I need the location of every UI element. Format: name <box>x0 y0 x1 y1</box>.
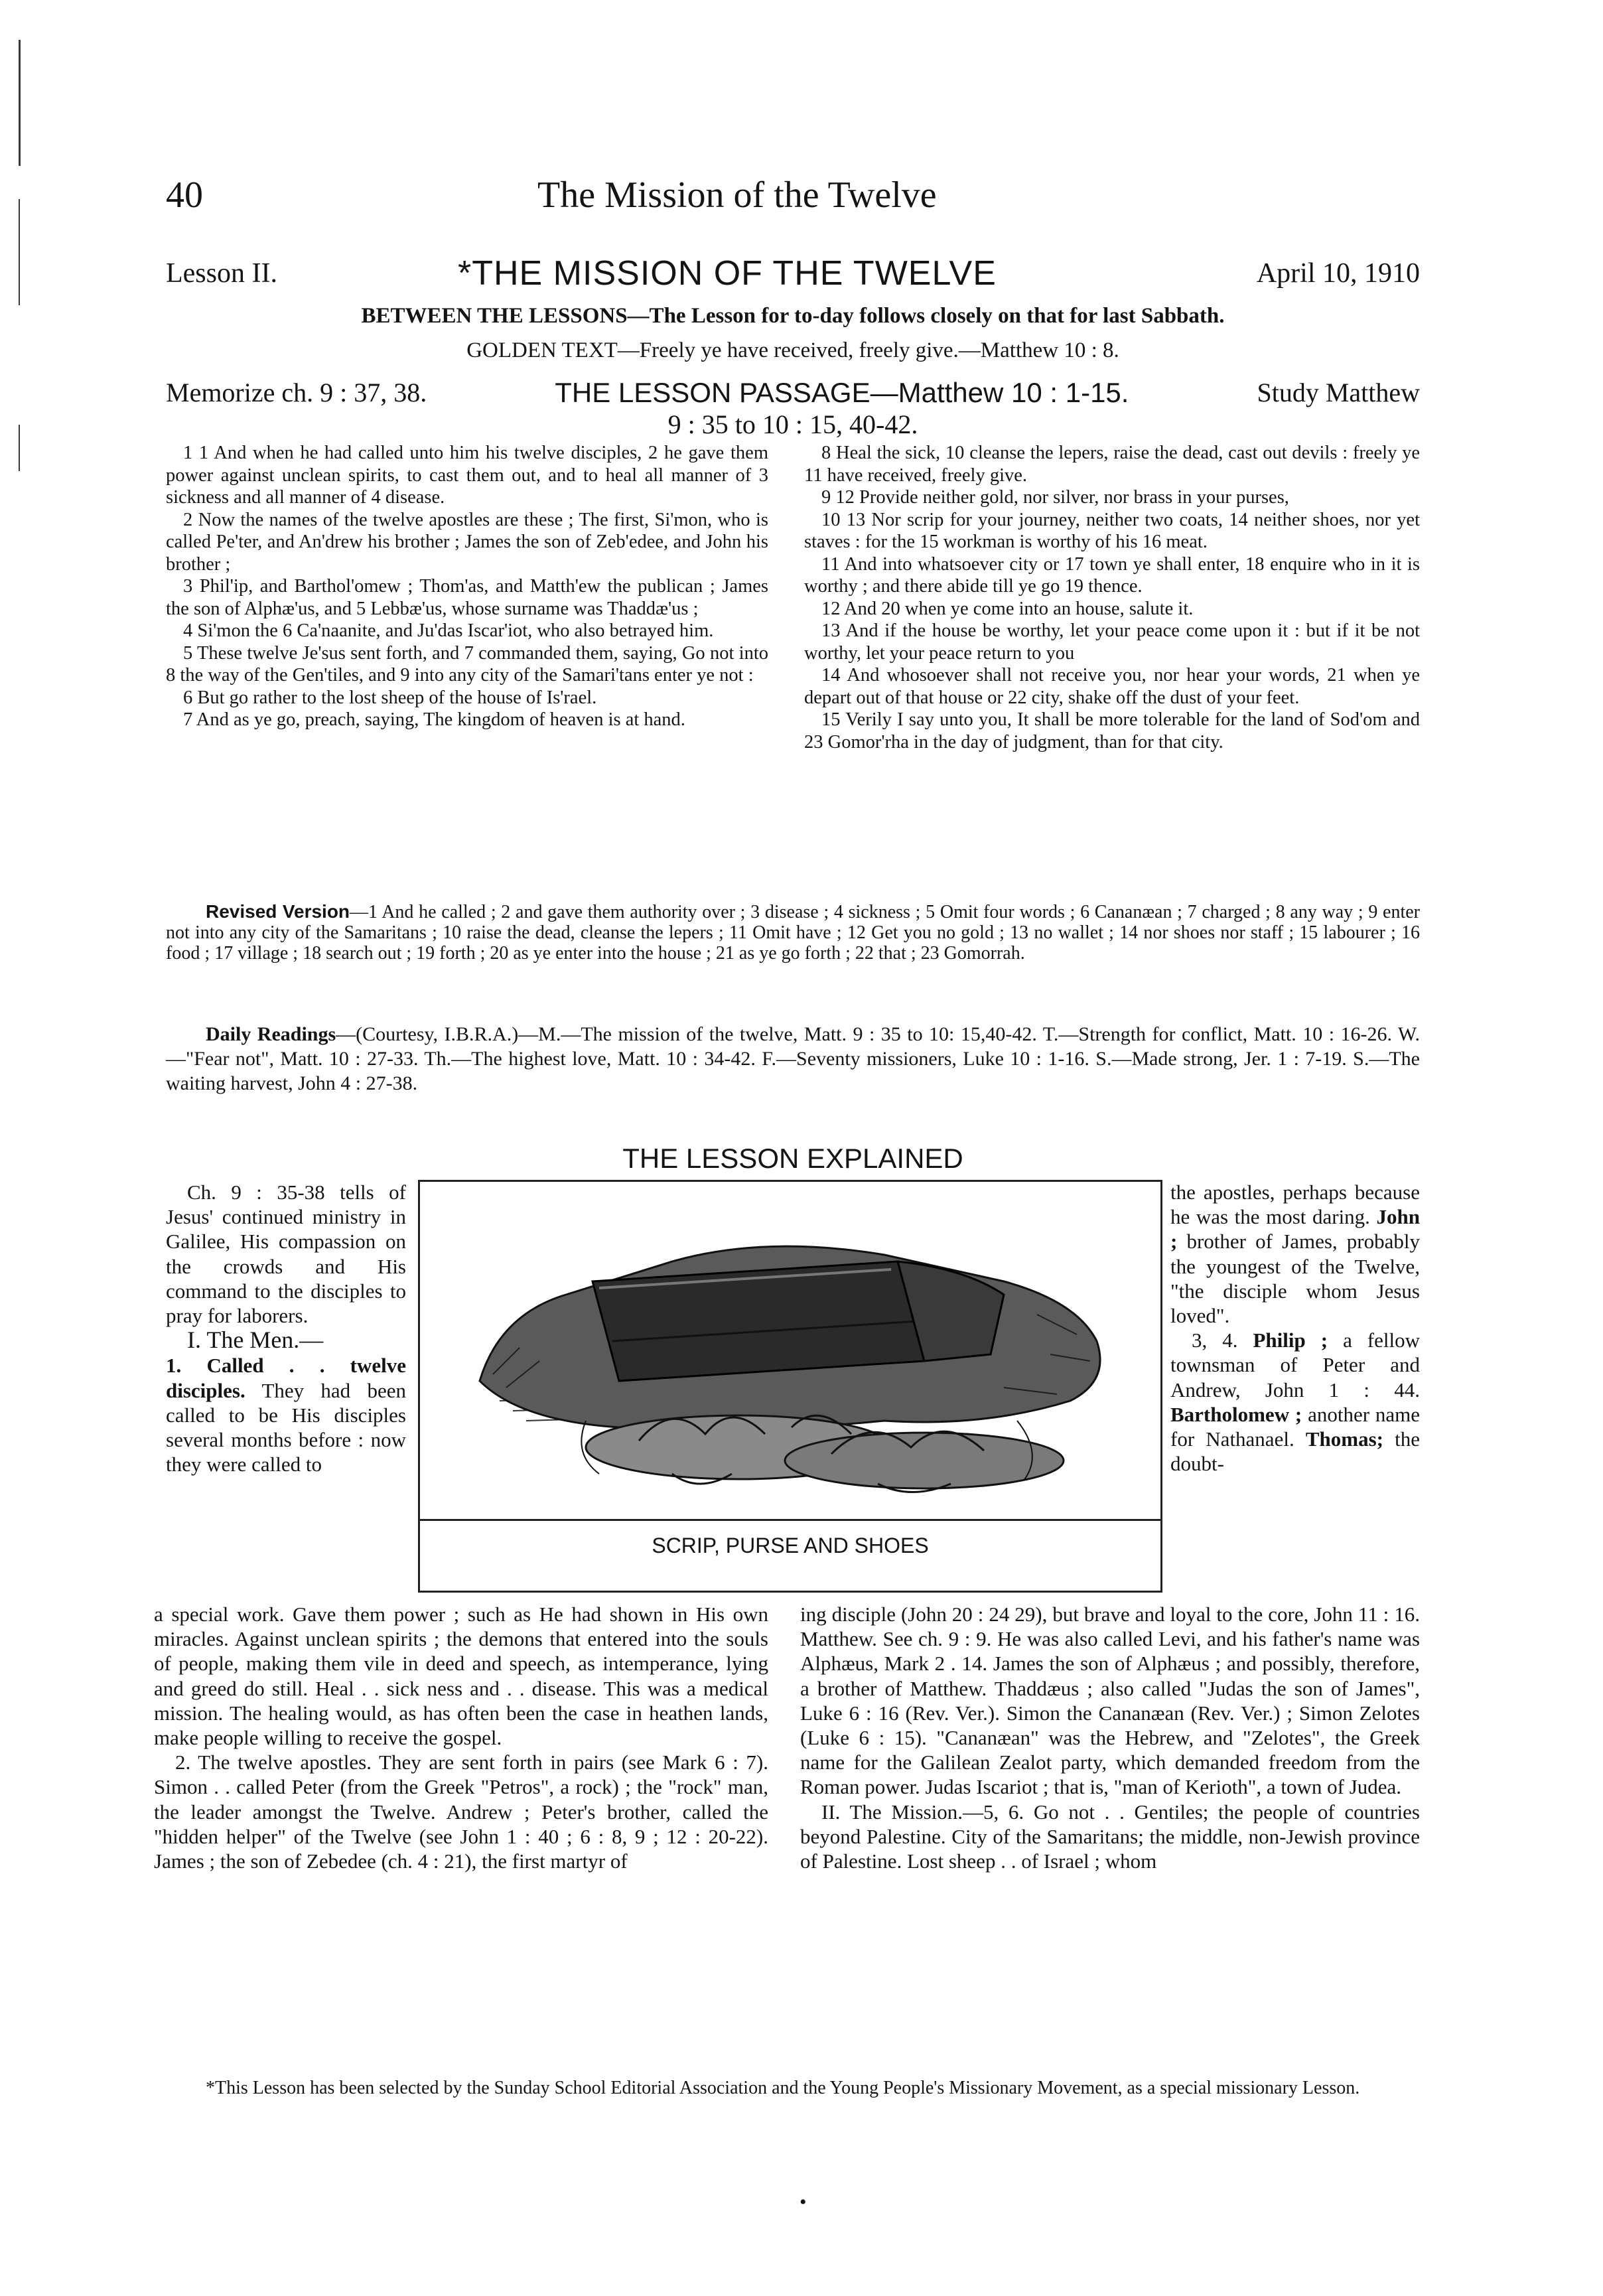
revised-version <box>166 901 1420 964</box>
verse: 11 And into whatsoever city or 17 town ye shall enter, 18 enquire who in it is worthy ; and there abide till ye go 19 thence. <box>804 553 1420 597</box>
memorize-line <box>166 377 1420 441</box>
memorize-ref: Memorize ch. 9 : 37, 38. <box>166 378 427 407</box>
golden-text: GOLDEN TEXT—Freely ye have received, freely give.—Matthew 10 : 8. <box>466 338 1119 362</box>
footer-mark: • <box>800 2191 807 2213</box>
thomas-text: the doubt- <box>1170 1427 1421 1476</box>
lesson-date: April 10, 1910 <box>1256 258 1420 289</box>
revised-version-label: Revised Version <box>206 901 350 922</box>
explained-left-narrow <box>166 1180 406 1476</box>
page-number: 40 <box>166 175 203 216</box>
footnote <box>166 2077 1420 2100</box>
verse: 6 But go rather to the lost sheep of the house of Is'rael. <box>183 687 597 708</box>
daily-readings-text: —(Courtesy, I.B.R.A.)—M.—The mission of the twelve, Matt. 9 : 35 to 10: 15,40-42. T.—Strength for conflict, Matt. 10 : 16-26. W.—"Fear not", Matt. 10 : 27-33. Th.—The highest love, Matt. 10 : 34-42. F.—Seventy missioners, Luke 10 : 1-16. S.—Made strong, Jer. 1 : 7-19. S.—The waiting harvest, John 4 : 27-38. <box>166 1023 1420 1094</box>
passage-right-column <box>804 442 1420 753</box>
verse: 13 And if the house be worthy, let your peace come upon it : but if it be not worthy, let your peace return to you <box>804 620 1420 664</box>
revised-version-text: —1 And he called ; 2 and gave them authority over ; 3 disease ; 4 sickness ; 5 Omit four words ; 6 Cananæan ; 7 charged ; 8 any way ; 9 enter not into any city of the Samaritans ; 10 raise the dead, cleanse the lepers ; 11 Omit have ; 12 Get you no gold ; 13 no wallet ; 14 nor shoes nor staff ; 15 labourer ; 16 food ; 17 village ; 18 search out ; 19 forth ; 20 as ye enter into the house ; 21 as ye go forth ; 22 that ; 23 Gomorrah. <box>166 902 1420 964</box>
verse: 1 1 And when he had called unto him his twelve disciples, 2 he gave them power against unclean spirits, to cast them out, and to heal all manner of 3 sickness and all manner of 4 disease. <box>166 443 768 508</box>
verse: 7 And as ye go, preach, saying, The kingdom of heaven is at hand. <box>183 709 685 730</box>
explained-bottom-left <box>154 1602 768 1873</box>
verse: 10 13 Nor scrip for your journey, neither two coats, 14 neither shoes, nor yet staves : for the 15 workman is worthy of his 16 meat. <box>804 509 1420 552</box>
verse: 12 And 20 when ye come into an house, salute it. <box>821 598 1194 619</box>
explained-right-narrow <box>1170 1180 1420 1476</box>
philip-heading: Philip ; <box>1253 1328 1328 1352</box>
lesson-title-line <box>166 253 1420 293</box>
figure-rule <box>420 1519 1160 1521</box>
passage-left-column <box>166 442 768 731</box>
john-heading: John ; <box>1170 1205 1420 1254</box>
verse: 3 Phil'ip, and Barthol'omew ; Thom'as, and Matth'ew the publican ; James the son of Alphæ'us, and 5 Lebbæ'us, whose surname was Thaddæ'us ; <box>166 576 768 619</box>
philip-verse-num: 3, 4. <box>1192 1328 1238 1352</box>
scrip-purse-shoes-illustration <box>420 1182 1156 1518</box>
figure-scrip-purse-shoes <box>418 1180 1162 1593</box>
mission-paragraph: II. The Mission.—5, 6. Go not . . Gentiles; the people of countries beyond Palestine. City of the Samaritans; the middle, non-Jewish province of Palestine. Lost sheep . . of Israel ; whom <box>800 1800 1420 1873</box>
verse: 5 These twelve Je'sus sent forth, and 7 commanded them, saying, Go not into 8 the way of the Gen'tiles, and 9 into any city of the Samari'tans enter ye not : <box>166 642 768 685</box>
called-twelve-text: They had been called to be His disciples several months before : now they were called to <box>166 1378 406 1476</box>
running-header <box>166 174 1420 227</box>
section-heading-men: I. The Men.— <box>187 1327 324 1354</box>
lesson-passage-label: THE LESSON PASSAGE <box>555 377 871 408</box>
verse: 8 Heal the sick, 10 cleanse the lepers, raise the dead, cast out devils : freely ye 11 have received, freely give. <box>804 443 1420 486</box>
footnote-text: *This Lesson has been selected by the Sunday School Editorial Association and the Young People's Missionary Movement, as a special missionary Lesson. <box>206 2078 1360 2098</box>
called-twelve-heading: 1. Called . . twelve disciples. <box>166 1354 406 1402</box>
verse: 4 Si'mon the 6 Ca'naanite, and Ju'das Iscar'iot, who also betrayed him. <box>183 620 714 641</box>
twelve-apostles-paragraph: 2. The twelve apostles. They are sent forth in pairs (see Mark 6 : 7). Simon . . called Peter (from the Greek "Petros", a rock) ; the "rock" man, the leader amongst the Twelve. Andrew ; Peter's brother, called the "hidden helper" of the Twelve (see John 1 : 40 ; 6 : 8, 9 ; 12 : 20-22). James ; the son of Zebedee (ch. 4 : 21), the first martyr of <box>154 1751 768 1873</box>
binding-edge-mark <box>19 40 21 166</box>
verse: 9 12 Provide neither gold, nor silver, nor brass in your purses, <box>821 487 1289 508</box>
between-lessons: BETWEEN THE LESSONS—The Lesson for to-day follows closely on that for last Sabbath. <box>361 304 1225 328</box>
apostles-text: the apostles, perhaps because he was the most daring. <box>1170 1181 1420 1229</box>
daily-readings <box>166 1022 1420 1096</box>
daily-readings-label: Daily Readings <box>206 1023 336 1045</box>
lesson-title: *THE MISSION OF THE TWELVE <box>458 254 997 293</box>
explained-bottom-right <box>800 1602 1420 1873</box>
lesson-explained-heading: THE LESSON EXPLAINED <box>622 1143 963 1174</box>
disciples-paragraph: ing disciple (John 20 : 24 29), but brave and loyal to the core, John 11 : 16. Matthew. See ch. 9 : 9. He was also called Levi, and his father's name was Alphæus, Mark 2 . 14. James the son of Alphæus ; and possibly, therefore, a brother of Matthew. Thaddæus ; also called "Judas the son of James", Luke 6 : 16 (Rev. Ver.). Simon the Cananæan (Rev. Ver.) ; Simon Zelotes (Luke 6 : 15). "Cananæan" was the Hebrew, and "Zelotes", the Greek name for the Galilean Zealot party, which demanded freedom from the Roman power. Judas Iscariot ; that is, "man of Kerioth", a town of Judea. <box>800 1603 1420 1799</box>
verse: 15 Verily I say unto you, It shall be more tolerable for the land of Sod'om and 23 Gomor'rha in the day of judgment, than for that city. <box>804 709 1420 753</box>
intro-paragraph: Ch. 9 : 35-38 tells of Jesus' continued ministry in Galilee, His compassion on the crowds and His command to the disciples to pray for laborers. <box>166 1181 406 1328</box>
binding-edge-mark <box>19 199 20 305</box>
lesson-label: Lesson II. <box>166 258 277 289</box>
figure-caption: SCRIP, PURSE AND SHOES <box>652 1534 929 1557</box>
special-work-paragraph: a special work. Gave them power ; such as He had shown in His own miracles. Against unclean spirits ; the demons that entered into the souls of people, making them vile in deed and speech, as intemperance, lying and greed do still. Heal . . sick ness and . . disease. This was a medical mission. The healing would, as has often been the case in heathen lands, make people willing to receive the gospel. <box>154 1603 768 1750</box>
lesson-passage-ref: —Matthew 10 : 1-15. <box>870 377 1129 408</box>
study-label: Study Matthew <box>1257 378 1420 407</box>
binding-edge-mark <box>19 425 20 471</box>
verse: 2 Now the names of the twelve apostles are these ; The first, Si'mon, who is called Pe'ter, and An'drew his brother ; James the son of Zeb'edee, and John his brother ; <box>166 509 768 575</box>
thomas-heading: Thomas; <box>1305 1427 1383 1451</box>
verse: 14 And whosoever shall not receive you, nor hear your words, 21 when ye depart out of that house or 22 city, shake off the dust of your feet. <box>804 665 1420 708</box>
running-title: The Mission of the Twelve <box>537 175 937 216</box>
bartholomew-text: another name for Nathanael. <box>1170 1402 1421 1451</box>
philip-text: a fellow townsman of Peter and Andrew, John 1 : 44. <box>1170 1328 1421 1401</box>
john-text: brother of James, probably the youngest of the Twelve, "the disciple whom Jesus loved". <box>1170 1230 1420 1328</box>
study-range: 9 : 35 to 10 : 15, 40-42. <box>667 409 918 439</box>
bartholomew-heading: Bartholomew ; <box>1170 1402 1302 1426</box>
